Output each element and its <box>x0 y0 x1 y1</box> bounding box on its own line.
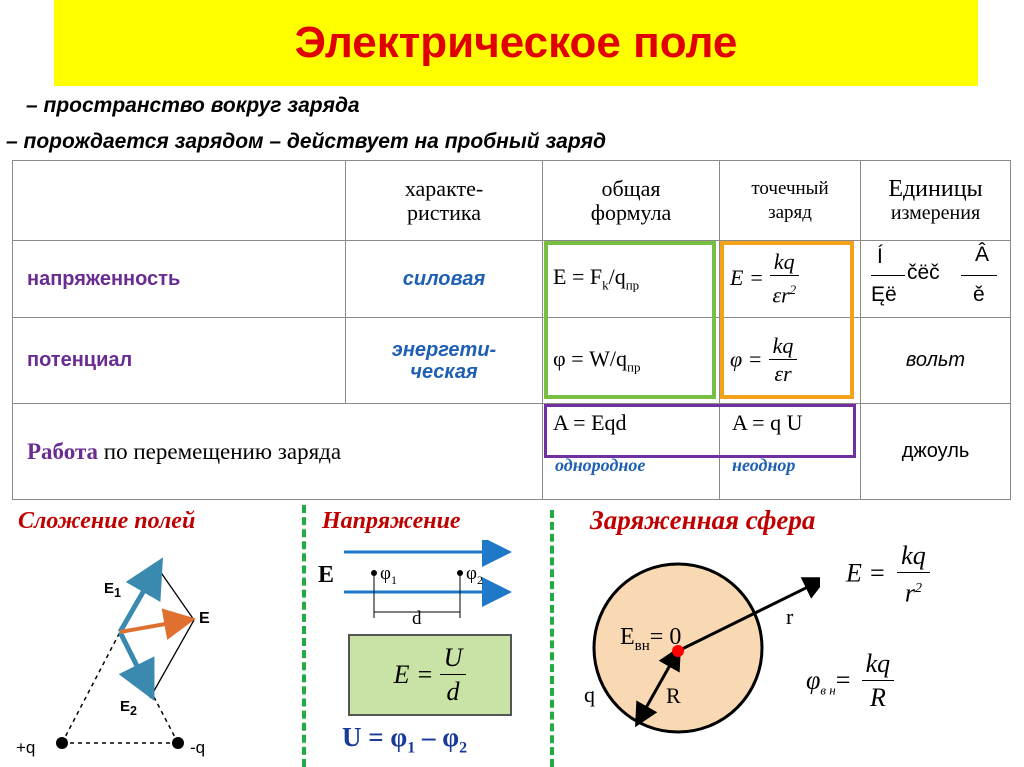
row-field-strength <box>13 241 1011 318</box>
e2-label: $E_2$ <box>120 698 137 718</box>
voltage-e-label: E <box>318 562 335 588</box>
formula-work-nonuniform: A = q U <box>732 410 803 435</box>
e-resultant-label: E <box>199 610 210 627</box>
sphere-phi-formula: $\varphi_{в н}=$ $\frac{kq}{R}$ <box>806 648 894 715</box>
subtitle-space: – пространство вокруг заряда <box>26 94 360 117</box>
unit-potential: вольт <box>861 318 1011 404</box>
voltage-field-diagram <box>310 540 546 640</box>
divider-left <box>302 505 306 767</box>
formula-work-uniform: A = Eqd <box>553 410 627 435</box>
label-potential: потенциал <box>13 318 346 404</box>
subtitle-origin: – порождается зарядом – действует на пробный заряд <box>6 130 607 153</box>
char-energy: энергети- ческая <box>346 318 543 404</box>
formula-field-strength-general: $E = F_k/q_{пр}$ <box>543 241 720 318</box>
plus-q-label: +q <box>16 738 36 757</box>
label-work: Работа по перемещению заряда <box>13 404 543 500</box>
e-inside-label: $E_{вн}= 0$ <box>620 624 682 654</box>
formula-field-strength-point: E = $\frac{kq}{\varepsilon r^2}$ <box>720 241 861 318</box>
sphere-e-formula: E = $\frac{kq}{r^2}$ <box>846 540 930 610</box>
row-work <box>13 404 1011 500</box>
sphere-title: Заряженная сфера <box>590 505 816 535</box>
unit-work: джоуль <box>861 404 1011 500</box>
label-uniform: однородное <box>555 455 646 475</box>
q-label: q <box>584 682 595 707</box>
divider-right <box>550 510 554 767</box>
formula-potential-point: φ = $\frac{kq}{\varepsilon r}$ <box>720 318 861 404</box>
header-point-charge: точечный заряд <box>720 161 861 241</box>
phi2-label: $\varphi_2$ <box>466 563 483 587</box>
header-general-formula: общая формула <box>543 161 720 241</box>
minus-q-label: -q <box>190 738 206 757</box>
distance-d-label: d <box>412 608 422 629</box>
fields-sum-diagram <box>0 540 300 767</box>
table-header-row <box>13 161 1011 241</box>
voltage-title: Напряжение <box>322 508 461 534</box>
fields-sum-title: Сложение полей <box>18 508 196 534</box>
general-formula-frame <box>544 241 716 399</box>
point-charge-frame <box>720 241 854 399</box>
header-empty-cell <box>13 161 346 241</box>
label-field-strength: напряженность <box>13 241 346 318</box>
formula-potential-general: $\varphi = W/q_{пр}$ <box>543 318 720 404</box>
work-formula-frame <box>544 404 856 458</box>
row-potential <box>13 318 1011 404</box>
char-force: силовая <box>346 241 543 318</box>
label-nonuniform: неоднор <box>732 455 796 475</box>
title-banner <box>54 0 978 86</box>
e1-label: $E_1$ <box>104 580 121 600</box>
sphere-diagram <box>560 550 820 767</box>
r-small-label: r <box>786 604 794 629</box>
unit-field-strength: Í čëč Â Ęë ě <box>861 241 1011 318</box>
voltage-formula: $U = \varphi_1 - \varphi_2$ <box>342 722 468 757</box>
field-characteristics-table <box>12 160 1011 500</box>
r-big-label: R <box>666 683 681 708</box>
phi1-label: $\varphi_1$ <box>380 563 397 587</box>
voltage-formula-box: E = $\frac{U}{d}$ <box>348 634 512 716</box>
page-title: Электрическое поле <box>294 18 738 67</box>
header-units: Единицы измерения <box>861 161 1011 241</box>
header-characteristic: характе- ристика <box>346 161 543 241</box>
